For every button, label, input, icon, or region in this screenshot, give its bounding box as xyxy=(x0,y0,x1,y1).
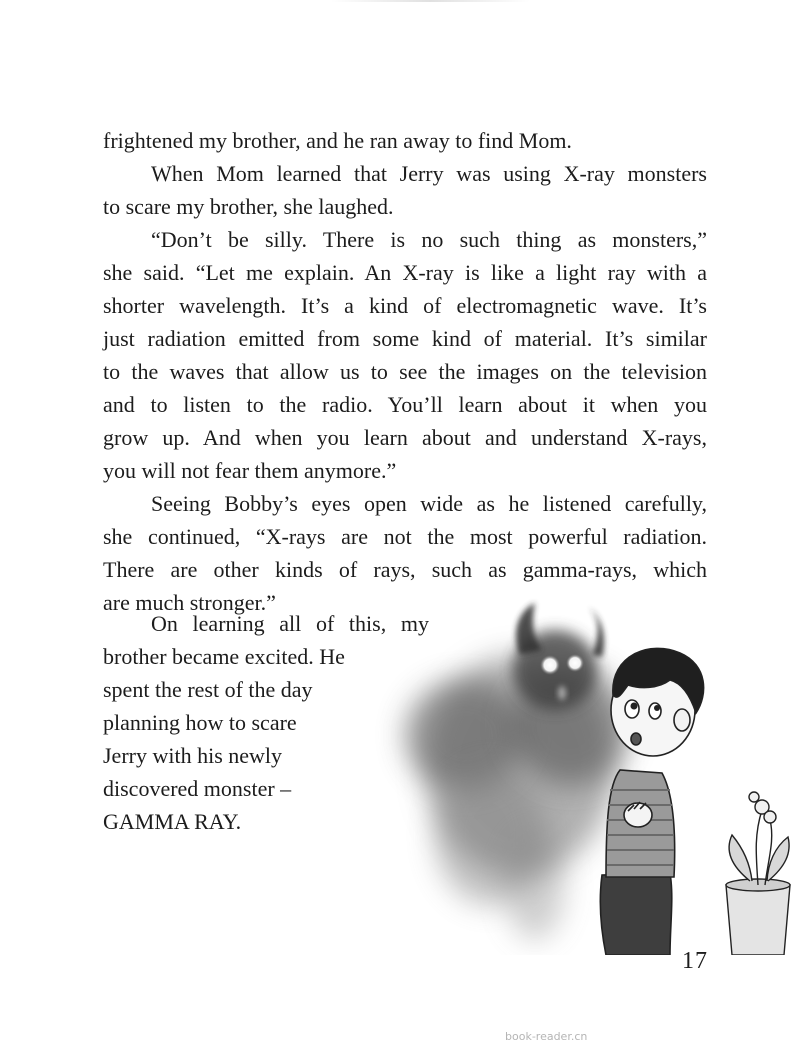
text-line: and to listen to the radio. You’ll learn about it when you xyxy=(103,392,707,417)
top-edge-shadow xyxy=(330,0,530,2)
text-line: grow up. And when you learn about and understand X-rays, xyxy=(103,425,707,450)
text-line: you will not fear them anymore.” xyxy=(103,458,397,483)
text-line: Jerry with his newly xyxy=(103,743,283,768)
potted-plant xyxy=(726,792,790,955)
page-number: 17 xyxy=(682,948,708,974)
text-line: frightened my brother, and he ran away to find Mom. xyxy=(103,128,572,153)
text-line: There are other kinds of rays, such as gamma-rays, which xyxy=(103,557,707,582)
paragraph-3 xyxy=(103,223,707,487)
monster-eye-left xyxy=(540,655,560,675)
monster-and-boy-illustration xyxy=(370,585,800,955)
text-line: just radiation emitted from some kind of material. It’s similar xyxy=(103,326,707,351)
text-line: shorter wavelength. It’s a kind of electromagnetic wave. It’s xyxy=(103,293,707,318)
text-line: spent the rest of the day xyxy=(103,677,313,702)
text-line: planning how to scare xyxy=(103,710,297,735)
text-line: When Mom learned that Jerry was using X-ray monsters xyxy=(151,161,707,186)
text-line: she said. “Let me explain. An X-ray is like a light ray with a xyxy=(103,260,707,285)
text-line: discovered monster – xyxy=(103,776,292,801)
shadow-monster xyxy=(405,603,630,940)
boy-figure xyxy=(600,648,703,955)
monster-eye-right xyxy=(566,654,584,672)
text-line: she continued, “X-rays are not the most powerful radiation. xyxy=(103,524,707,549)
text-line: “Don’t be silly. There is no such thing as monsters,” xyxy=(151,227,707,252)
text-line: On learning all of this, my xyxy=(151,611,429,636)
text-line: GAMMA RAY. xyxy=(103,809,242,834)
text-line: are much stronger.” xyxy=(103,590,276,615)
paragraph-1 xyxy=(103,124,707,157)
text-line: Seeing Bobby’s eyes open wide as he listened carefully, xyxy=(151,491,707,516)
text-line: to scare my brother, she laughed. xyxy=(103,194,394,219)
watermark: book-reader.cn xyxy=(505,1030,588,1043)
text-line: brother became excited. He xyxy=(103,644,345,669)
paragraph-2 xyxy=(103,157,707,223)
text-line: to the waves that allow us to see the images on the television xyxy=(103,359,707,384)
